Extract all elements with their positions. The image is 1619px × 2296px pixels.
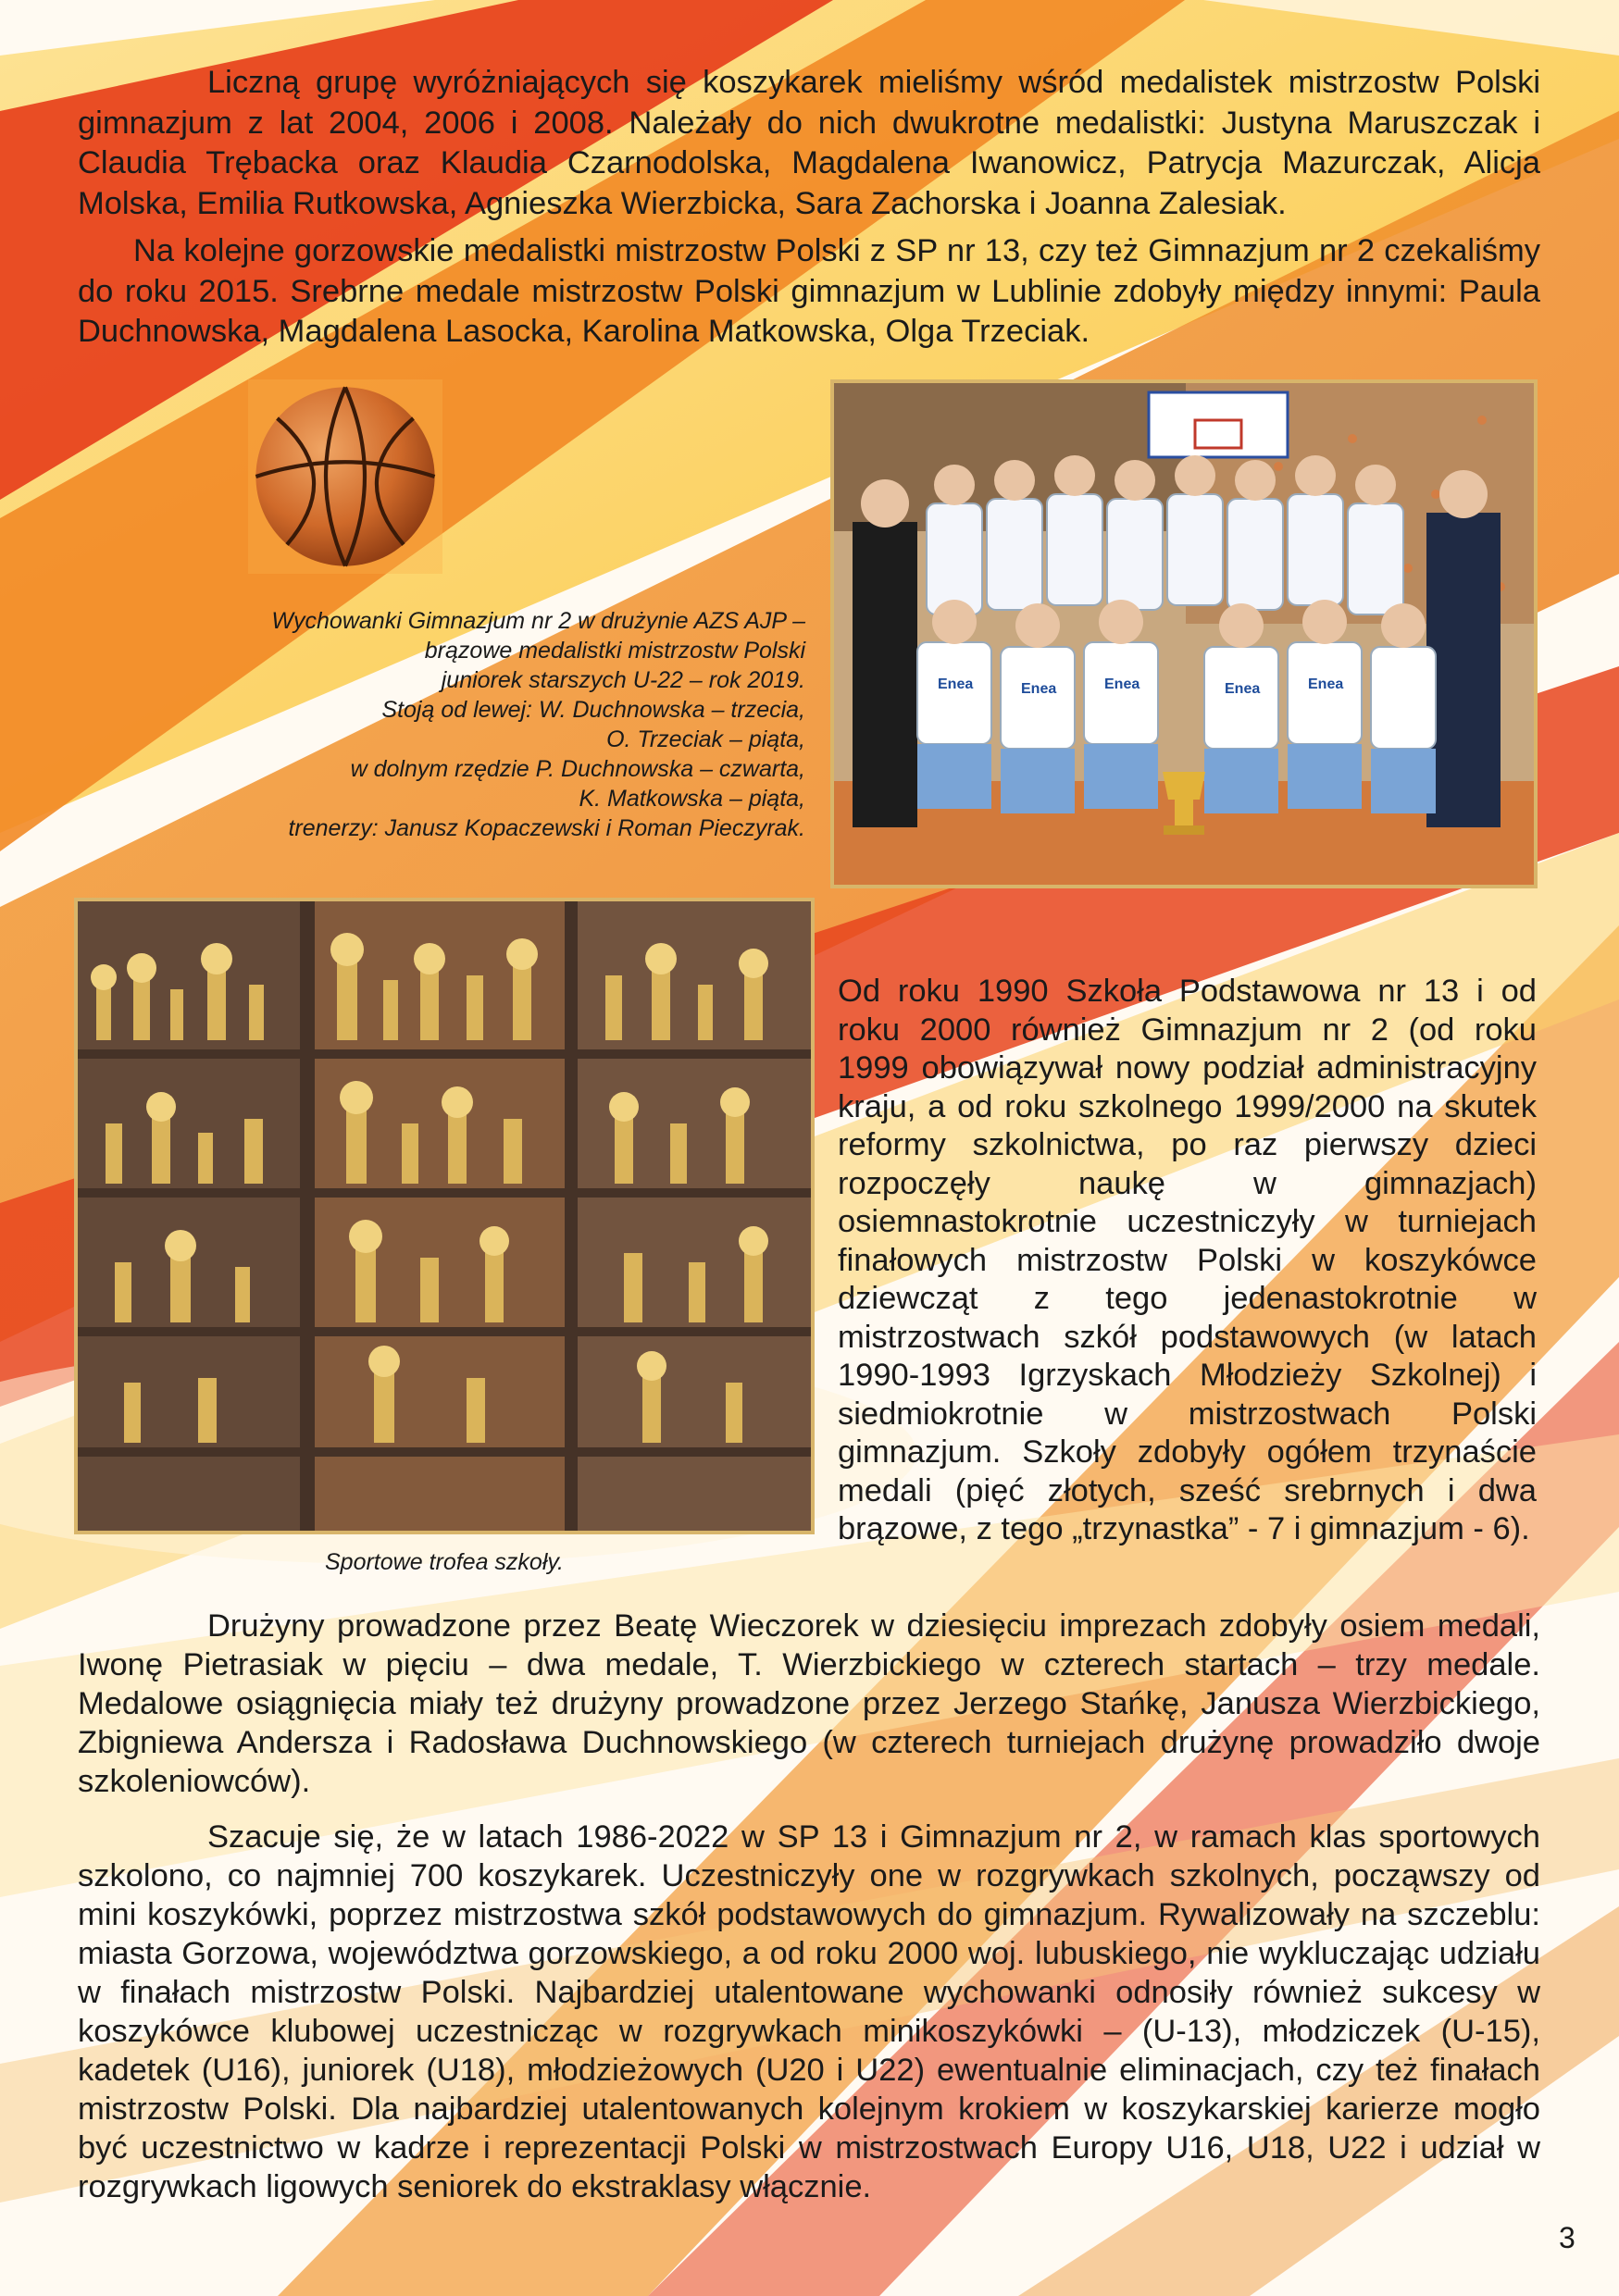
caption-line: Wychowanki Gimnazjum nr 2 w drużynie AZS AJP – [271, 608, 805, 634]
team-photo-image [834, 383, 1534, 885]
paragraph-summary: Szacuje się, że w latach 1986-2022 w SP 13 i Gimnazjum nr 2, w ramach klas sportowych szkolono, co najmniej 700 koszykarek. Uczestniczyły one w rozgrywkach szkolnych, począwszy od mini koszykówki, poprzez mistrzostwa szkół podstawowych do gimnazjum. Rywalizowały na szczeblu: miasta Gorzowa, województwa gorzowskiego, a od roku 2000 woj. lubuskiego, nie wykluczając udziału w finałach mistrzostw Polski. Najbardziej utalentowane wychowanki odnosiły również sukcesy w koszykówce klubowej uczestnicząc w rozgrywkach minikoszykówki – (U-13), młodziczek (U-15), kadetek (U16), juniorek (U18), młodzieżowych (U20 i U22) ewentualnie eliminacjach, czy też finałach mistrzostw Polski. Dla najbardziej utalentowanych kolejnym krokiem w koszykarskiej karierze mogło być uczestnictwo w kadrze i reprezentacji Polski w mistrzostwach Europy U16, U18, U22 i udział w rozgrywkach ligowych seniorek do ekstraklasy włącznie. [78, 1819, 1540, 2204]
paragraph-medalists-2004-2008: Liczną grupę wyróżniających się koszykarek mieliśmy wśród medalistek mistrzostw Polski gimnazjum z lat 2004, 2006 i 2008. Należały do nich dwukrotne medalistki: Justyna Maruszczak i Claudia Trębacka oraz Klaudia Czarnodolska, Magdalena Iwanowicz, Patrycja Mazurczak, Alicja Molska, Emilia Rutkowska, Agnieszka Wierzbicka, Sara Zachorska i Joanna Zalesiak. [78, 65, 1540, 221]
jersey-text: Enea [1225, 681, 1261, 697]
jersey-text: Enea [1021, 681, 1057, 697]
trophies-photo-image [78, 901, 811, 1531]
caption-line: K. Matkowska – piąta, [579, 786, 805, 812]
jersey-text: Enea [938, 676, 974, 692]
paragraph-history-1990: Od roku 1990 Szkoła Podstawowa nr 13 i od roku 2000 również Gimnazjum nr 2 (od roku 1999 obowiązywał nowy podział administracyjny kraju, a od roku szkolnego 1999/2000 na skutek reformy szkolnictwa, po raz pierwszy dzieci rozpoczęły naukę w gimnazjach) osiemnastokrotnie uczestniczyły w turniejach finałowych mistrzostw Polski w koszykówce dziewcząt z tego jedenastokrotnie w mistrzostwach szkół podstawowych (w latach 1990-1993 Igrzyskach Młodzieży Szkolnej) i siedmiokrotnie w mistrzostwach Polski gimnazjum. Szkoły zdobyły ogółem trzynaście medali (pięć złotych, sześć srebrnych i dwa brązowe, z tego „trzynastka” - 7 i gimnazjum - 6). [838, 974, 1537, 1546]
caption-line: O. Trzeciak – piąta, [606, 726, 805, 752]
caption-line: juniorek starszych U-22 – rok 2019. [441, 667, 805, 693]
basketball-icon [248, 379, 442, 574]
paragraph-medalists-2015: Na kolejne gorzowskie medalistki mistrzostw Polski z SP nr 13, czy też Gimnazjum nr 2 czekaliśmy do roku 2015. Srebrne medale mistrzostw Polski gimnazjum w Lublinie zdobyły między innymi: Paula Duchnowska, Magdalena Lasocka, Karolina Matkowska, Olga Trzeciak. [78, 233, 1540, 349]
jersey-text: Enea [1104, 676, 1140, 692]
team-photo [830, 379, 1538, 888]
caption-line: Stoją od lewej: W. Duchnowska – trzecia, [381, 697, 805, 723]
trophies-photo [74, 898, 815, 1534]
caption-line: trenerzy: Janusz Kopaczewski i Roman Pieczyrak. [288, 815, 805, 841]
caption-line: w dolnym rzędzie P. Duchnowska – czwarta, [350, 756, 805, 782]
trophies-caption: Sportowe trofea szkoły. [325, 1549, 564, 1575]
caption-line: brązowe medalistki mistrzostw Polski [424, 638, 805, 664]
paragraph-coaches: Drużyny prowadzone przez Beatę Wieczorek w dziesięciu imprezach zdobyły osiem medali, Iwonę Pietrasiak w pięciu – dwa medale, T. Wierzbickiego w czterech startach – trzy medale. Medalowe osiągnięcia miały też drużyny prowadzone przez Jerzego Stańkę, Janusza Wierzbickiego, Zbigniewa Andersza i Radosława Duchnowskiego (w czterech turniejach drużynę prowadziło dwoje szkoleniowców). [78, 1608, 1540, 1799]
jersey-text: Enea [1308, 676, 1344, 692]
page-number: 3 [1559, 2221, 1575, 2254]
